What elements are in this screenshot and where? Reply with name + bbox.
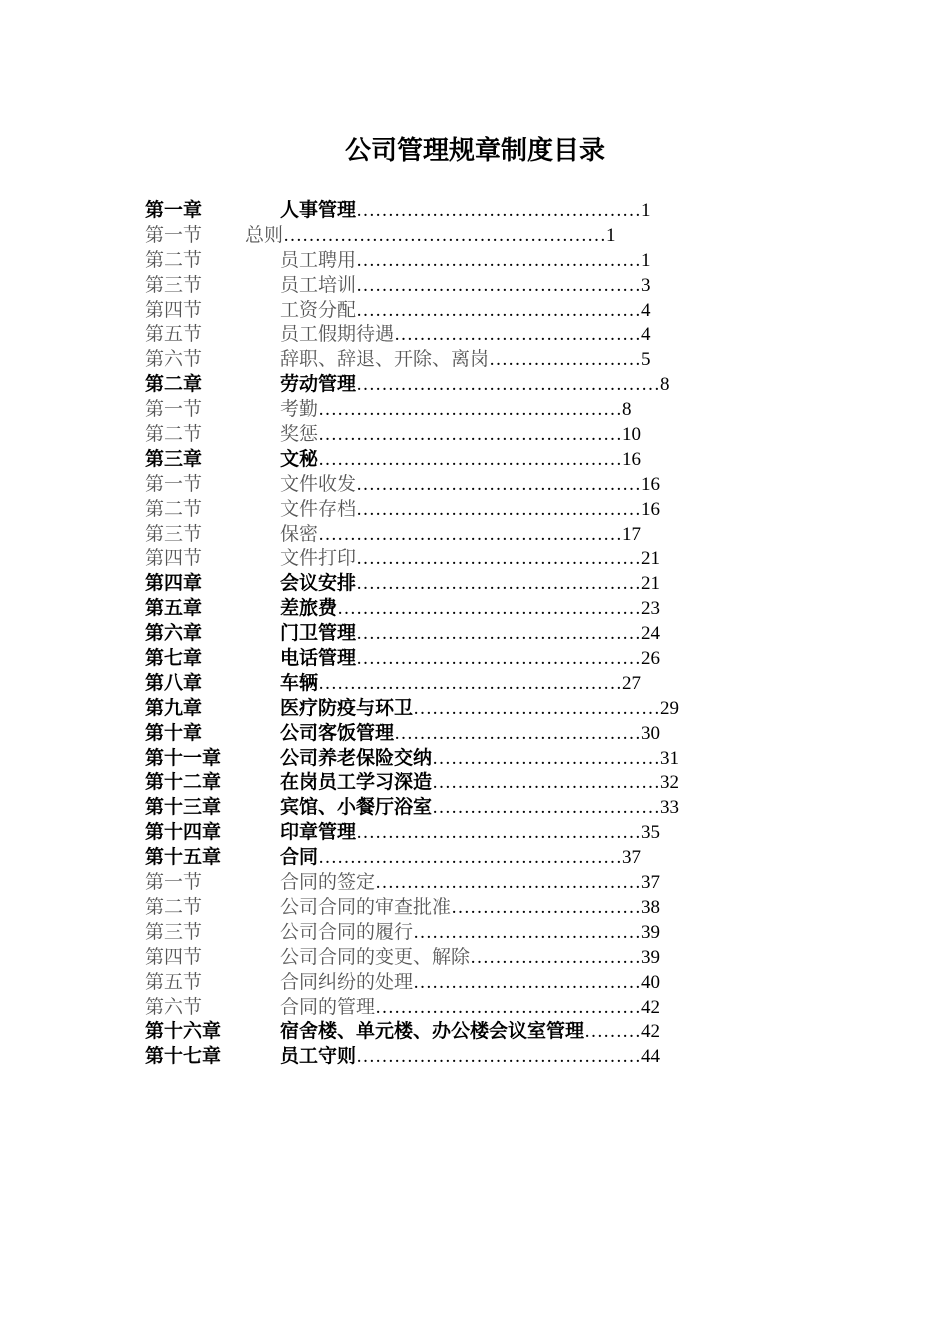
- toc-entry-title: 公司合同的变更、解除: [280, 945, 471, 968]
- toc-page-number: 27: [622, 672, 642, 694]
- toc-chapter-row[interactable]: [145, 696, 765, 721]
- toc-entry-title: 门卫管理: [280, 622, 357, 645]
- toc-entry-label: 第一节: [145, 472, 203, 495]
- toc-entry-title: 在岗员工学习深造: [280, 771, 433, 794]
- toc-entry: [280, 746, 679, 772]
- toc-entry-label: 第三节: [145, 522, 203, 545]
- toc-leader-dots: ……………………………………: [375, 996, 642, 1018]
- toc-leader-dots: ……………………………………………: [283, 224, 607, 246]
- toc-entry: [280, 422, 641, 448]
- toc-entry: [280, 322, 651, 348]
- toc-page-number: 24: [641, 623, 661, 645]
- toc-entry: [280, 770, 679, 796]
- toc-page-number: 32: [660, 772, 680, 794]
- toc-entry-label: 第二节: [145, 423, 203, 446]
- toc-leader-dots: ………………………………………: [356, 1046, 642, 1068]
- toc-entry: [280, 397, 632, 423]
- toc-entry-title: 员工守则: [280, 1045, 357, 1068]
- toc-entry: [280, 472, 660, 498]
- toc-entry-label: 第九章: [145, 696, 203, 719]
- toc-entry-label: 第十三章: [145, 796, 222, 819]
- toc-entry: [280, 571, 660, 597]
- toc-section-row[interactable]: [145, 546, 765, 571]
- toc-entry-title: 劳动管理: [280, 373, 357, 396]
- toc-section-row[interactable]: [145, 497, 765, 522]
- toc-entry: [245, 223, 616, 249]
- toc-entry: [280, 995, 660, 1021]
- toc-page-number: 8: [660, 374, 670, 396]
- toc-leader-dots: …………………………………………: [318, 399, 623, 421]
- toc-chapter-row[interactable]: [145, 795, 765, 820]
- toc-leader-dots: ………………………………: [432, 772, 661, 794]
- toc-page-number: 42: [641, 1021, 661, 1043]
- toc-entry-title: 员工聘用: [280, 248, 357, 271]
- toc-entry-label: 第十章: [145, 721, 203, 744]
- toc-entry-title: 文件存档: [280, 497, 357, 520]
- toc-page-number: 17: [622, 523, 642, 545]
- toc-entry-title: 会议安排: [280, 572, 357, 595]
- toc-page-number: 4: [641, 324, 651, 346]
- toc-page-number: 16: [622, 448, 642, 470]
- toc-leader-dots: ……………………………………: [375, 872, 642, 894]
- toc-section-row[interactable]: [145, 920, 765, 945]
- toc-page-number: 16: [641, 473, 661, 495]
- toc-entry-title: 员工假期待遇: [280, 323, 395, 346]
- toc-entry-label: 第十二章: [145, 771, 222, 794]
- toc-page-number: 1: [641, 249, 651, 271]
- toc-page-number: 35: [641, 822, 661, 844]
- toc-section-row[interactable]: [145, 397, 765, 422]
- toc-leader-dots: …………………………………………: [318, 672, 623, 694]
- toc-page-number: 21: [641, 548, 661, 570]
- toc-page-number: 5: [641, 349, 651, 371]
- toc-page-number: 23: [641, 598, 661, 620]
- toc-page-number: 37: [622, 847, 642, 869]
- toc-leader-dots: ………………………………………: [356, 822, 642, 844]
- toc-leader-dots: ………………………………: [413, 971, 642, 993]
- toc-entry: [280, 671, 641, 697]
- toc-section-row[interactable]: [145, 322, 765, 347]
- toc-entry-label: 第一节: [145, 871, 203, 894]
- toc-section-row[interactable]: [145, 273, 765, 298]
- toc-entry: [280, 372, 670, 398]
- toc-entry-title: 人事管理: [280, 199, 357, 221]
- toc-page-number: 1: [641, 200, 651, 221]
- toc-entry-title: 宿舍楼、单元楼、办公楼会议室管理: [280, 1020, 585, 1043]
- toc-leader-dots: ………………………………………: [356, 623, 642, 645]
- toc-chapter-row[interactable]: [145, 596, 765, 621]
- toc-page-number: 44: [641, 1046, 661, 1068]
- toc-leader-dots: ………………………………………: [356, 299, 642, 321]
- toc-entry-label: 第三节: [145, 273, 203, 296]
- toc-entry: [280, 198, 651, 224]
- toc-page-number: 4: [641, 299, 651, 321]
- toc-entry-label: 第十七章: [145, 1045, 222, 1068]
- toc-entry-title: 辞职、辞退、开除、离岗: [280, 348, 490, 371]
- toc-section-row[interactable]: [145, 895, 765, 920]
- toc-leader-dots: …………………………………: [394, 324, 642, 346]
- toc-page-number: 40: [641, 971, 661, 993]
- toc-leader-dots: ………………………………………: [356, 274, 642, 296]
- toc-chapter-row[interactable]: [145, 820, 765, 845]
- toc-page-number: 42: [641, 996, 661, 1018]
- toc-entry-title: 车辆: [280, 671, 319, 694]
- toc-entry-label: 第十六章: [145, 1020, 222, 1043]
- toc-entry-label: 第十四章: [145, 821, 222, 844]
- toc-leader-dots: ………: [584, 1021, 642, 1043]
- toc-entry: [280, 795, 679, 821]
- toc-leader-dots: ………………………………………: [356, 473, 642, 495]
- toc-entry: [280, 945, 660, 971]
- toc-entry-label: 第六节: [145, 995, 203, 1018]
- toc-leader-dots: ………………………………: [432, 747, 661, 769]
- toc-leader-dots: …………………………………………: [318, 523, 623, 545]
- toc-entry: [280, 870, 660, 896]
- toc-entry-title: 合同纠纷的处理: [280, 970, 414, 993]
- toc-entry-label: 第一章: [145, 199, 203, 221]
- toc-entry: [280, 248, 651, 274]
- toc-entry: [280, 1044, 660, 1070]
- toc-entry-title: 宾馆、小餐厅浴室: [280, 796, 433, 819]
- toc-chapter-row[interactable]: [145, 746, 765, 771]
- toc-leader-dots: …………………………………: [394, 722, 642, 744]
- toc-entry: [280, 920, 660, 946]
- toc-entry: [280, 546, 660, 572]
- toc-chapter-row[interactable]: [145, 770, 765, 795]
- toc-page-number: 8: [622, 399, 632, 421]
- toc-entry: [280, 646, 660, 672]
- toc-page-number: 16: [641, 498, 661, 520]
- toc-entry-title: 差旅费: [280, 597, 338, 620]
- toc-entry: [280, 596, 660, 622]
- toc-entry-title: 公司合同的审查批准: [280, 895, 452, 918]
- toc-section-row[interactable]: [145, 522, 765, 547]
- toc-entry-title: 医疗防疫与环卫: [280, 696, 414, 719]
- toc-entry-label: 第二节: [145, 497, 203, 520]
- toc-chapter-row[interactable]: [145, 621, 765, 646]
- toc-entry: [280, 347, 651, 373]
- toc-entry-label: 第三章: [145, 447, 203, 470]
- toc-entry-title: 公司客饭管理: [280, 721, 395, 744]
- toc-leader-dots: ………………………: [470, 946, 642, 968]
- toc-entry: [280, 497, 660, 523]
- toc-entry-label: 第四节: [145, 298, 203, 321]
- toc-entry-label: 第五章: [145, 597, 203, 620]
- toc-chapter-row[interactable]: [145, 571, 765, 596]
- toc-entry-label: 第五节: [145, 970, 203, 993]
- toc-entry-title: 公司合同的履行: [280, 920, 414, 943]
- toc-entry: [280, 845, 641, 871]
- toc-entry-label: 第三节: [145, 920, 203, 943]
- toc-page-number: 39: [641, 921, 661, 943]
- toc-chapter-row[interactable]: [145, 1019, 765, 1044]
- toc-chapter-row[interactable]: [145, 845, 765, 870]
- toc-entry-label: 第四节: [145, 547, 203, 570]
- toc-leader-dots: ………………………………………: [356, 200, 642, 221]
- toc-chapter-row[interactable]: [145, 671, 765, 696]
- toc-leader-dots: ………………………………: [432, 797, 661, 819]
- toc-page-number: 26: [641, 648, 661, 670]
- toc-entry-title: 印章管理: [280, 821, 357, 844]
- toc-entry-label: 第一节: [145, 398, 203, 421]
- toc-page-number: 39: [641, 946, 661, 968]
- toc-entry: [280, 273, 651, 299]
- toc-section-row[interactable]: [145, 347, 765, 372]
- toc-entry-label: 第十五章: [145, 846, 222, 869]
- toc-section-row[interactable]: [145, 472, 765, 497]
- toc-section-row[interactable]: [145, 298, 765, 323]
- toc-page-number: 31: [660, 747, 680, 769]
- toc-entry: [280, 696, 679, 722]
- toc-entry-title: 文件收发: [280, 472, 357, 495]
- toc-leader-dots: ……………………: [489, 349, 642, 371]
- toc-leader-dots: …………………………: [451, 896, 642, 918]
- toc-chapter-row[interactable]: [145, 721, 765, 746]
- toc-chapter-row[interactable]: [145, 646, 765, 671]
- toc-entry-title: 文秘: [280, 447, 319, 470]
- toc-page-number: 21: [641, 573, 661, 595]
- toc-leader-dots: …………………………………………: [318, 424, 623, 446]
- toc-entry-label: 第一节: [145, 223, 203, 246]
- toc-page-number: 1: [606, 224, 616, 246]
- toc-chapter-row[interactable]: [145, 372, 765, 397]
- toc-entry: [280, 298, 651, 324]
- toc-entry-title: 合同: [280, 846, 319, 869]
- toc-entry: [280, 820, 660, 846]
- toc-leader-dots: ………………………………………: [356, 498, 642, 520]
- toc-leader-dots: …………………………………………: [318, 847, 623, 869]
- toc-page-number: 29: [660, 697, 680, 719]
- toc-entry-label: 第五节: [145, 323, 203, 346]
- toc-entry-title: 考勤: [280, 398, 319, 421]
- toc-page-number: 37: [641, 872, 661, 894]
- toc-leader-dots: ………………………………………: [356, 249, 642, 271]
- toc-entry-title: 员工培训: [280, 273, 357, 296]
- toc-entry-title: 电话管理: [280, 647, 357, 670]
- toc-entry: [280, 621, 660, 647]
- toc-section-row[interactable]: [145, 248, 765, 273]
- toc-entry-title: 文件打印: [280, 547, 357, 570]
- toc-page-number: 3: [641, 274, 651, 296]
- toc-chapter-row[interactable]: [145, 1044, 765, 1069]
- toc-entry-label: 第四节: [145, 945, 203, 968]
- toc-leader-dots: ………………………………………: [356, 573, 642, 595]
- toc-entry: [280, 721, 660, 747]
- toc-entry-label: 第二章: [145, 373, 203, 396]
- toc-entry-label: 第六节: [145, 348, 203, 371]
- toc-section-row[interactable]: [145, 223, 765, 248]
- toc-chapter-row[interactable]: [145, 447, 765, 472]
- toc-section-row[interactable]: [145, 995, 765, 1020]
- toc-section-row[interactable]: [145, 422, 765, 447]
- toc-leader-dots: …………………………………………: [356, 374, 661, 396]
- toc-leader-dots: …………………………………………: [318, 448, 623, 470]
- toc-entry-label: 第四章: [145, 572, 203, 595]
- toc-entry-label: 第二节: [145, 248, 203, 271]
- toc-chapter-row[interactable]: [145, 198, 765, 223]
- toc-entry-label: 第七章: [145, 647, 203, 670]
- toc-section-row[interactable]: [145, 970, 765, 995]
- toc-section-row[interactable]: [145, 870, 765, 895]
- toc-entry-title: 总则: [245, 223, 284, 246]
- toc-entry-title: 合同的管理: [280, 995, 376, 1018]
- table-of-contents: [145, 198, 765, 1069]
- toc-entry: [280, 522, 641, 548]
- toc-entry-title: 保密: [280, 522, 319, 545]
- toc-page-number: 33: [660, 797, 680, 819]
- toc-page-number: 30: [641, 722, 661, 744]
- toc-page-number: 38: [641, 896, 661, 918]
- toc-entry: [280, 1019, 660, 1045]
- toc-entry-label: 第十一章: [145, 746, 222, 769]
- toc-entry-title: 合同的签定: [280, 871, 376, 894]
- toc-entry: [280, 447, 641, 473]
- toc-entry-label: 第六章: [145, 622, 203, 645]
- toc-entry-title: 公司养老保险交纳: [280, 746, 433, 769]
- toc-entry-title: 工资分配: [280, 298, 357, 321]
- toc-leader-dots: ………………………………………: [356, 648, 642, 670]
- toc-leader-dots: ………………………………………: [356, 548, 642, 570]
- toc-entry-label: 第二节: [145, 895, 203, 918]
- toc-entry: [280, 970, 660, 996]
- document-title: 公司管理规章制度目录: [344, 136, 605, 166]
- toc-leader-dots: ………………………………: [413, 921, 642, 943]
- toc-entry-label: 第八章: [145, 671, 203, 694]
- toc-page-number: 10: [622, 424, 642, 446]
- toc-entry-title: 奖惩: [280, 423, 319, 446]
- toc-leader-dots: …………………………………………: [337, 598, 642, 620]
- toc-section-row[interactable]: [145, 945, 765, 970]
- toc-entry: [280, 895, 660, 921]
- toc-leader-dots: …………………………………: [413, 697, 661, 719]
